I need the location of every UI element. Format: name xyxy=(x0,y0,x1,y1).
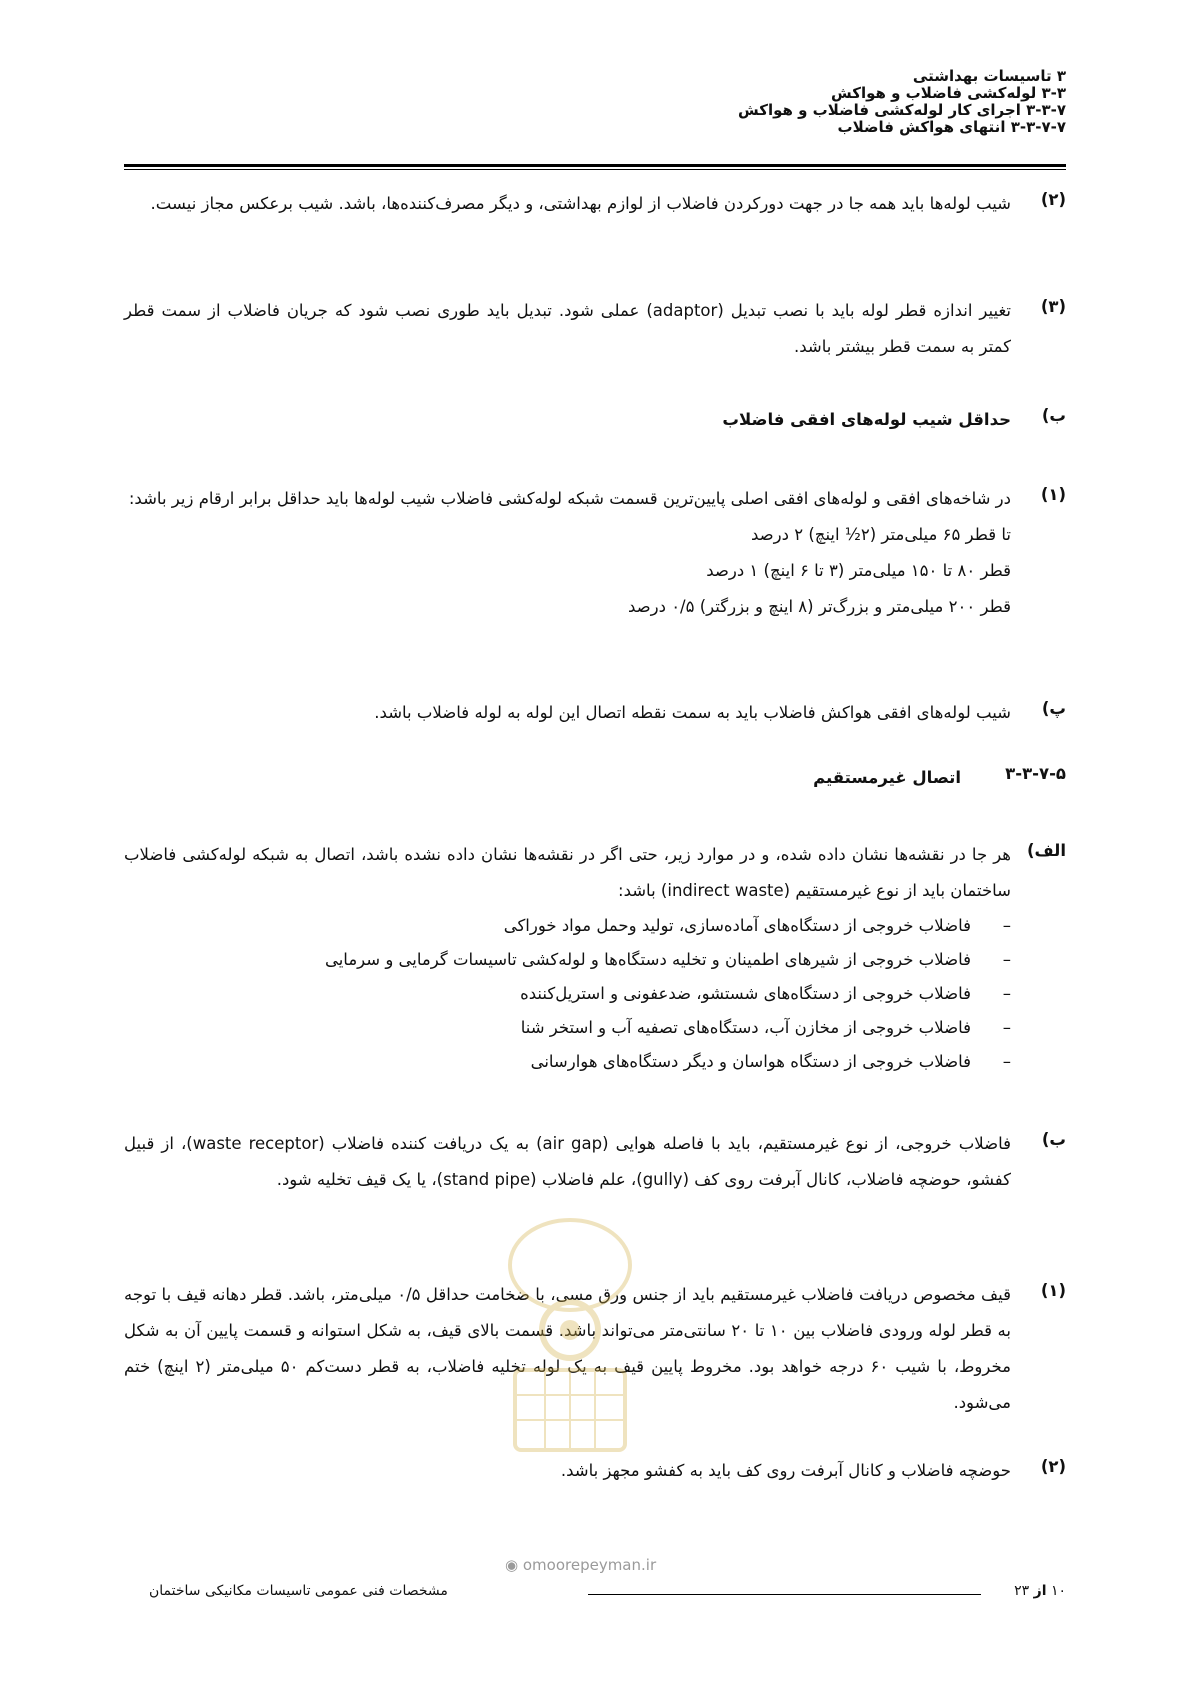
slope-line-65mm: تا قطر ۶۵ میلی‌متر (۲½ اینچ) ۲ درصد xyxy=(751,525,1011,544)
item-text: تغییر اندازه قطر لوله باید با نصب تبدیل (adaptor) عملی شود. تبدیل باید طوری نصب شود که جریان فاضلاب از سمت قطر کمتر به سمت قطر بیشتر باشد. xyxy=(124,301,1011,356)
header-subsection: ۳-۳-۷ اجرای کار لوله‌کشی فاضلاب و هواکش xyxy=(738,101,1066,119)
section-number: ۳-۳-۷-۵ xyxy=(1005,764,1066,783)
header-section: ۳-۳ لوله‌کشی فاضلاب و هواکش xyxy=(831,84,1066,102)
list-item: – فاضلاب خروجی از دستگاه هواسان و دیگر دستگاه‌های هوارسانی xyxy=(124,1045,1011,1079)
item-text: در شاخه‌های افقی و لوله‌های افقی اصلی پایین‌ترین قسمت شبکه لوله‌کشی فاضلاب شیب لوله‌ها باید حداقل برابر ارقام زیر باشد: xyxy=(128,489,1011,508)
list-item: – فاضلاب خروجی از مخازن آب، دستگاه‌های تصفیه آب و استخر شنا xyxy=(124,1011,1011,1045)
subheading-label: ب) xyxy=(1041,406,1066,425)
item-label: (۱) xyxy=(1040,1281,1066,1300)
header-chapter: ۳ تاسیسات بهداشتی xyxy=(912,67,1066,85)
slope-line-80-150mm: قطر ۸۰ تا ۱۵۰ میلی‌متر (۳ تا ۶ اینچ) ۱ درصد xyxy=(706,561,1011,580)
dash-bullet: – xyxy=(1002,1018,1011,1037)
item-label: ب) xyxy=(1041,1130,1066,1149)
footer-rule xyxy=(588,1594,981,1595)
footer-doc-title: مشخصات فنی عمومی تاسیسات مکانیکی ساختمان xyxy=(149,1583,448,1599)
item-2-basin xyxy=(124,1453,1066,1489)
item-text: شیب لوله‌های افقی هواکش فاضلاب باید به سمت نقطه اتصال این لوله به لوله فاضلاب باشد. xyxy=(374,703,1011,722)
item-label: (۱) xyxy=(1040,485,1066,504)
item-label: (۲) xyxy=(1040,1457,1066,1476)
item-alef-indirect-required xyxy=(124,837,1066,1079)
item-3-diameter-change xyxy=(124,293,1066,365)
page-header xyxy=(124,68,1066,136)
item-text: هر جا در نقشه‌ها نشان داده شده، و در موارد زیر، حتی اگر در نقشه‌ها نشان داده نشده باشد، اتصال به شبکه لوله‌کشی فاضلاب ساختمان باید از نوع غیرمستقیم (indirect waste) باشد: xyxy=(124,845,1011,900)
item-text: قیف مخصوص دریافت فاضلاب غیرمستقیم باید از جنس ورق مسی، با ضخامت حداقل ۰/۵ میلی‌متر، باشد. قطر دهانه قیف با توجه به قطر لوله ورودی فاضلاب بین ۱۰ تا ۲۰ سانتی‌متر می‌تواند باشد. قسمت بالای قیف، به شکل استوانه و قسمت پایین آن به شکل مخروط، با شیب ۶۰ درجه خواهد بود. مخروط پایین قیف به یک لوله تخلیه فاضلاب، به قطر دست‌کم ۵۰ میلی‌متر (۲ اینچ) ختم می‌شود. xyxy=(124,1285,1011,1412)
item-p-vent-slope xyxy=(124,695,1066,731)
item-1-funnel xyxy=(124,1277,1066,1421)
dash-bullet: – xyxy=(1002,1052,1011,1071)
item-2-slope-direction xyxy=(124,186,1066,222)
list-item: – فاضلاب خروجی از شیرهای اطمینان و تخلیه دستگاه‌ها و لوله‌کشی تاسیسات گرمایی و سرمایی xyxy=(124,943,1011,977)
item-label: (۲) xyxy=(1040,190,1066,209)
item-be-air-gap xyxy=(124,1126,1066,1198)
item-label: الف) xyxy=(1026,841,1066,860)
subheading-text: حداقل شیب لوله‌های افقی فاضلاب xyxy=(722,410,1011,429)
list-item: – فاضلاب خروجی از دستگاه‌های شستشو، ضدعفونی و استریل‌کننده xyxy=(124,977,1011,1011)
dash-bullet: – xyxy=(1002,916,1011,935)
indirect-waste-list xyxy=(124,909,1011,1079)
section-heading-indirect xyxy=(124,760,1066,796)
item-1-min-slopes xyxy=(124,481,1066,625)
dash-bullet: – xyxy=(1002,950,1011,969)
slope-line-200mm: قطر ۲۰۰ میلی‌متر و بزرگ‌تر (۸ اینچ و بزرگتر) ۰/۵ درصد xyxy=(627,597,1011,616)
subheading-min-slope xyxy=(124,402,1066,438)
list-item: – فاضلاب خروجی از دستگاه‌های آماده‌سازی، تولید وحمل مواد خوراکی xyxy=(124,909,1011,943)
header-rule-thick xyxy=(124,164,1066,167)
watermark-site: ◉ omoorepeyman.ir xyxy=(505,1556,657,1574)
item-label: پ) xyxy=(1041,699,1066,718)
item-label: (۳) xyxy=(1040,297,1066,316)
item-text: حوضچه فاضلاب و کانال آبرفت روی کف باید به کفشو مجهز باشد. xyxy=(560,1461,1011,1480)
dash-bullet: – xyxy=(1002,984,1011,1003)
page-number: ۱۰ از ۲۳ xyxy=(1014,1583,1066,1599)
item-text: فاضلاب خروجی، از نوع غیرمستقیم، باید با فاصله هوایی (air gap) به یک دریافت کننده فاضلاب (waste receptor)، از قبیل کفشو، حوضچه فاضلاب، کانال آبرفت روی کف (gully)، علم فاضلاب (stand pipe)، یا یک قیف تخلیه شود. xyxy=(124,1134,1011,1189)
item-text: شیب لوله‌ها باید همه جا در جهت دورکردن فاضلاب از لوازم بهداشتی، و دیگر مصرف‌کننده‌ها، باشد. شیب برعکس مجاز نیست. xyxy=(150,194,1011,213)
section-title: اتصال غیرمستقیم xyxy=(813,768,961,787)
page-footer xyxy=(124,1583,1066,1613)
header-rule-thin xyxy=(124,169,1066,170)
header-topic: ۳-۳-۷-۷ انتهای هواکش فاضلاب xyxy=(837,118,1066,136)
